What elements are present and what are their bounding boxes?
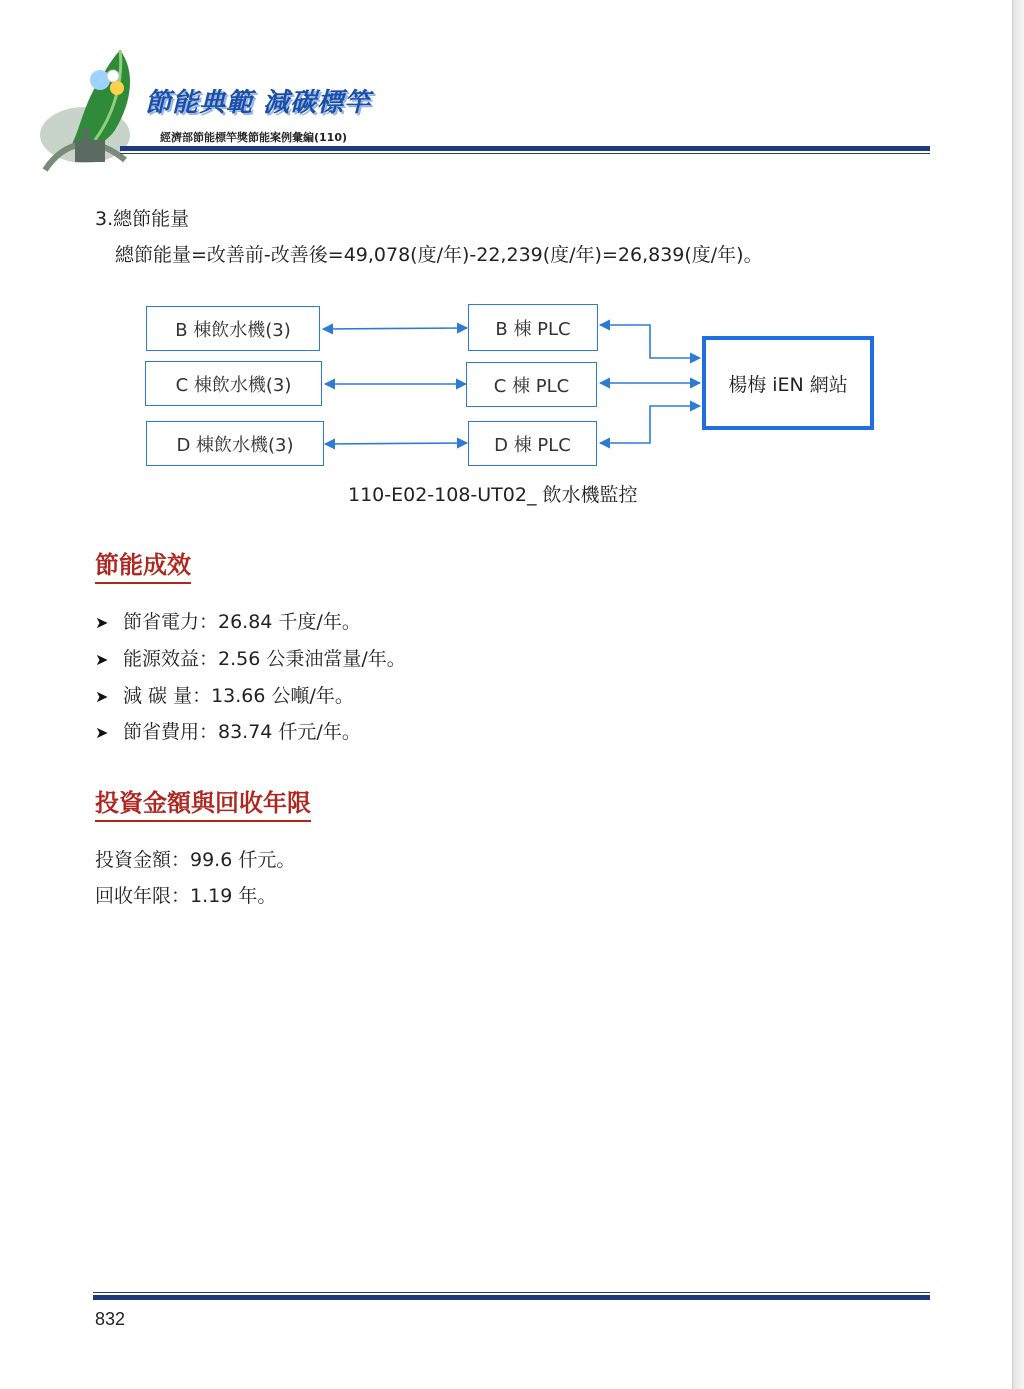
- box-c-water-dispenser: C 棟飲水機(3): [145, 361, 322, 406]
- section-title-savings: 節能成效: [95, 545, 191, 584]
- arrow-bullet-icon: ➤: [95, 650, 109, 669]
- section-title-investment: 投資金額與回收年限: [95, 783, 311, 822]
- list-item: [95, 717, 361, 744]
- section-heading-total-savings: 3.總節能量: [95, 208, 190, 230]
- box-ien-website: 楊梅 iEN 網站: [702, 336, 874, 430]
- savings-electricity: 節省電力：26.84 千度/年。: [123, 611, 361, 633]
- connector-d-site: [600, 406, 700, 443]
- box-d-water-dispenser: D 棟飲水機(3): [146, 421, 324, 466]
- page-number: 832: [95, 1309, 126, 1329]
- brand-title: 節能典範 減碳標竿: [145, 88, 372, 118]
- connector-d: [325, 443, 467, 444]
- diagram-caption: 110-E02-108-UT02_ 飲水機監控: [348, 484, 638, 506]
- payback-period: 回收年限：1.19 年。: [95, 885, 277, 907]
- savings-cost: 節省費用：83.74 仟元/年。: [123, 721, 361, 743]
- box-c-plc: C 棟 PLC: [466, 362, 597, 407]
- investment-amount: 投資金額：99.6 仟元。: [95, 849, 296, 871]
- total-savings-formula: 總節能量=改善前-改善後=49,078(度/年)-22,239(度/年)=26,839(度/年)。: [115, 244, 763, 266]
- box-b-water-dispenser: B 棟飲水機(3): [146, 306, 320, 351]
- list-item: [95, 681, 354, 708]
- connector-b: [323, 328, 467, 329]
- connector-b-site: [600, 325, 700, 358]
- list-item: [95, 644, 406, 671]
- arrow-bullet-icon: ➤: [95, 723, 109, 742]
- page-edge: [1013, 0, 1024, 1389]
- box-d-plc: D 棟 PLC: [468, 421, 597, 466]
- footer-rule: [93, 1295, 930, 1300]
- footer-rule-thin: [93, 1292, 930, 1293]
- arrow-bullet-icon: ➤: [95, 613, 109, 632]
- list-item: [95, 607, 361, 634]
- brand-subtitle: 經濟部節能標竿獎節能案例彙編(110): [160, 131, 348, 144]
- box-b-plc: B 棟 PLC: [468, 304, 598, 351]
- arrow-bullet-icon: ➤: [95, 687, 109, 706]
- savings-energy: 能源效益：2.56 公秉油當量/年。: [123, 648, 406, 670]
- savings-carbon: 減 碳 量：13.66 公噸/年。: [123, 685, 354, 707]
